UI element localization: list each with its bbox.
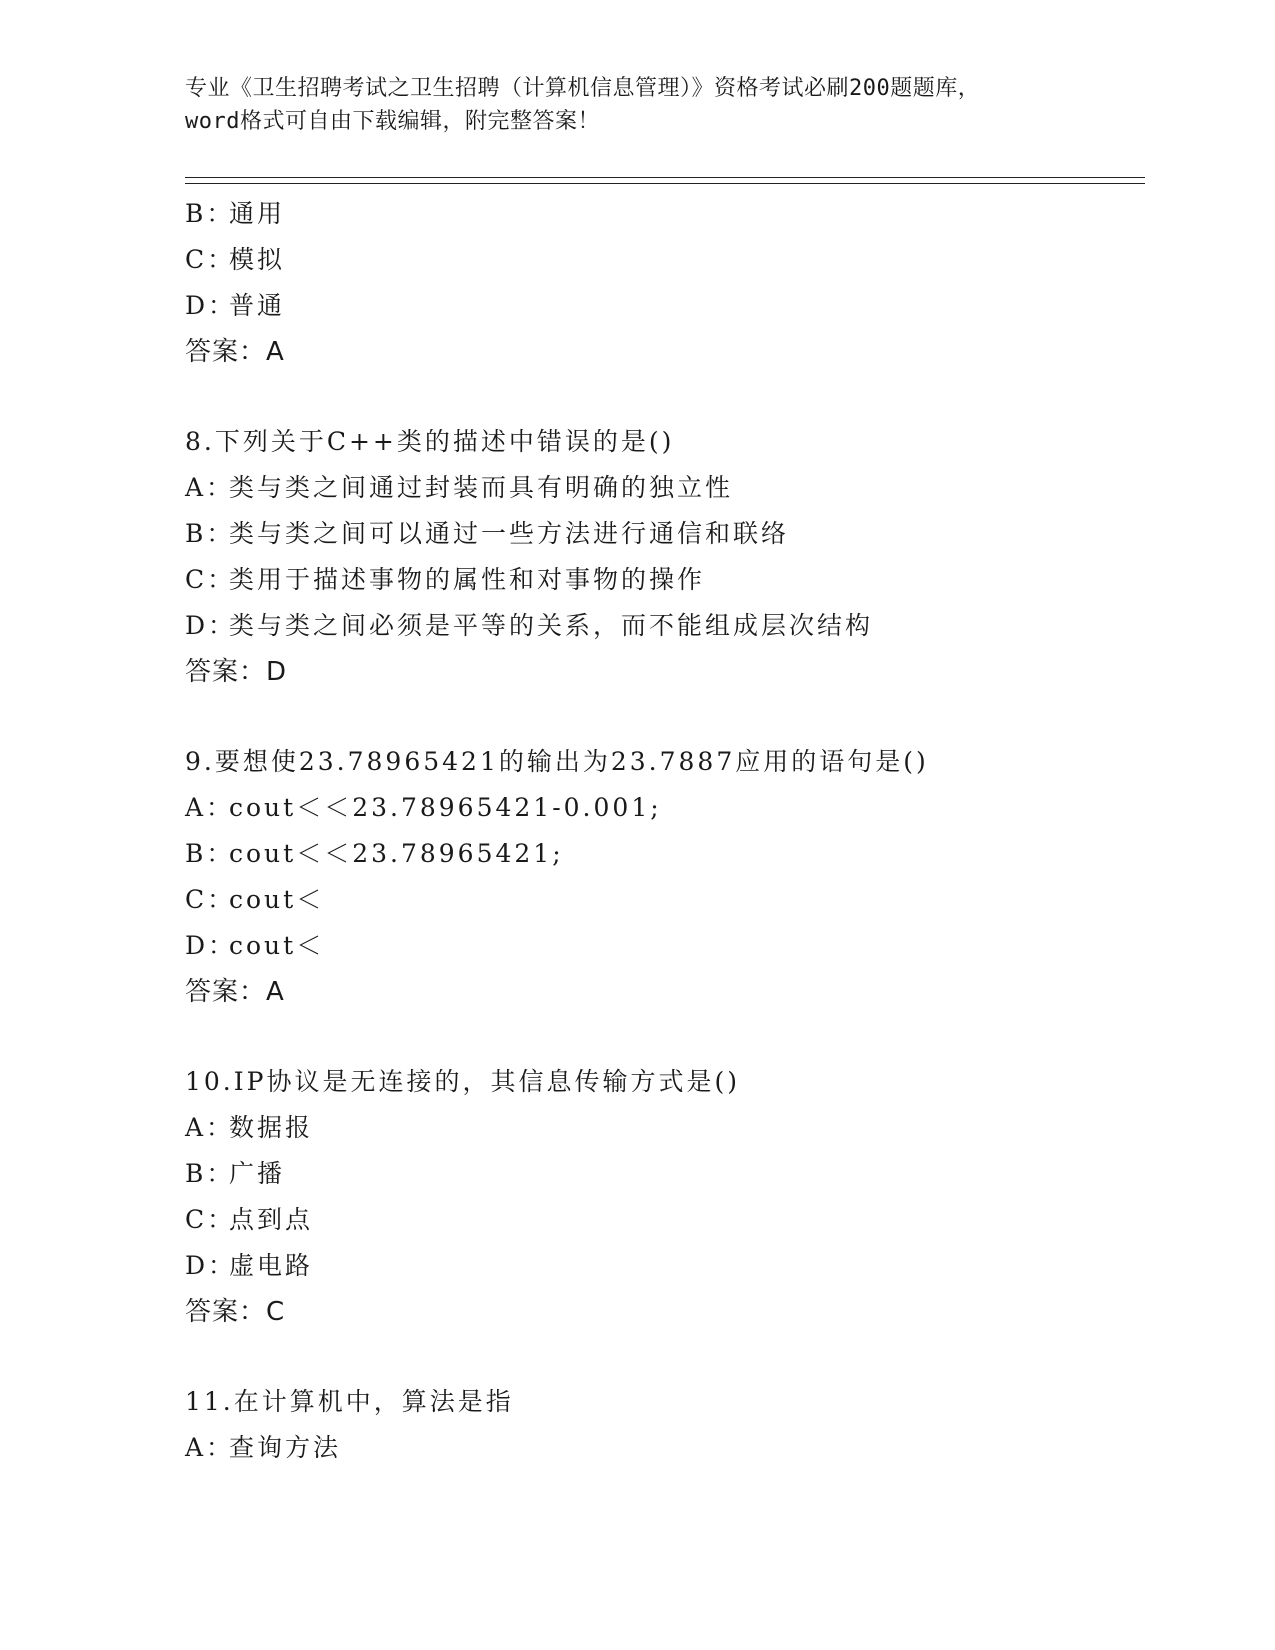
answer-line: 答案：C [185, 1297, 286, 1327]
question-stem: 9.要想使23.78965421的输出为23.7887应用的语句是() [185, 747, 929, 776]
spacer [185, 695, 1145, 739]
header-title-line-2: word格式可自由下载编辑，附完整答案！ [185, 109, 600, 134]
option-a [185, 465, 1145, 511]
option-a [185, 1425, 1145, 1471]
option-b [185, 191, 1145, 237]
option-text: 类用于描述事物的属性和对事物的操作 [229, 565, 706, 594]
option-text: 点到点 [229, 1205, 314, 1234]
option-c [185, 237, 1145, 283]
option-label: A： [185, 1113, 235, 1142]
option-b [185, 511, 1145, 557]
option-text: 数据报 [229, 1113, 314, 1142]
option-label: A： [185, 793, 235, 822]
question-block-8 [185, 419, 1145, 695]
option-label: C： [185, 565, 236, 594]
spacer [185, 1015, 1145, 1059]
option-d [185, 923, 1145, 969]
question-block-10 [185, 1059, 1145, 1335]
option-b [185, 1151, 1145, 1197]
header-divider [185, 177, 1145, 184]
option-c [185, 557, 1145, 603]
option-label: A： [185, 1433, 235, 1462]
header-title-line-1: 专业《卫生招聘考试之卫生招聘（计算机信息管理）》资格考试必刷200题题库， [185, 76, 981, 101]
option-label: B： [185, 839, 235, 868]
option-label: D： [185, 291, 237, 320]
option-b [185, 831, 1145, 877]
option-text: 广播 [229, 1159, 286, 1188]
option-label: D： [185, 1251, 237, 1280]
option-label: D： [185, 611, 237, 640]
option-label: C： [185, 1205, 236, 1234]
option-label: B： [185, 199, 235, 228]
option-c [185, 877, 1145, 923]
option-d [185, 603, 1145, 649]
option-text: 通用 [229, 199, 286, 228]
spacer [185, 375, 1145, 419]
option-label: D： [185, 931, 237, 960]
option-text: 查询方法 [229, 1433, 342, 1462]
option-label: A： [185, 473, 235, 502]
option-text: 模拟 [229, 245, 286, 274]
option-text: 普通 [229, 291, 286, 320]
question-list [185, 191, 1145, 1471]
option-label: C： [185, 245, 236, 274]
option-label: C： [185, 885, 236, 914]
option-label: B： [185, 1159, 235, 1188]
option-text: cout＜＜23.78965421-0.001; [229, 793, 662, 822]
option-a [185, 1105, 1145, 1151]
spacer [185, 1335, 1145, 1379]
option-text: cout＜＜23.78965421; [229, 839, 564, 868]
option-c [185, 1197, 1145, 1243]
question-stem: 8.下列关于C++类的描述中错误的是() [185, 427, 675, 456]
option-text: 类与类之间通过封装而具有明确的独立性 [229, 473, 734, 502]
question-block-7 [185, 191, 1145, 375]
option-text: cout＜ [229, 885, 325, 914]
option-d [185, 1243, 1145, 1289]
question-stem: 11.在计算机中，算法是指 [185, 1387, 514, 1416]
option-d [185, 283, 1145, 329]
option-label: B： [185, 519, 235, 548]
option-text: 类与类之间可以通过一些方法进行通信和联络 [229, 519, 790, 548]
option-text: 虚电路 [229, 1251, 314, 1280]
option-a [185, 785, 1145, 831]
question-block-9 [185, 739, 1145, 1015]
option-text: 类与类之间必须是平等的关系，而不能组成层次结构 [229, 611, 874, 640]
option-text: cout＜ [229, 931, 325, 960]
answer-line: 答案：A [185, 337, 285, 367]
answer-line: 答案：D [185, 657, 288, 687]
question-block-11 [185, 1379, 1145, 1471]
question-stem: 10.IP协议是无连接的，其信息传输方式是() [185, 1067, 740, 1096]
answer-line: 答案：A [185, 977, 285, 1007]
document-header [185, 72, 1145, 138]
